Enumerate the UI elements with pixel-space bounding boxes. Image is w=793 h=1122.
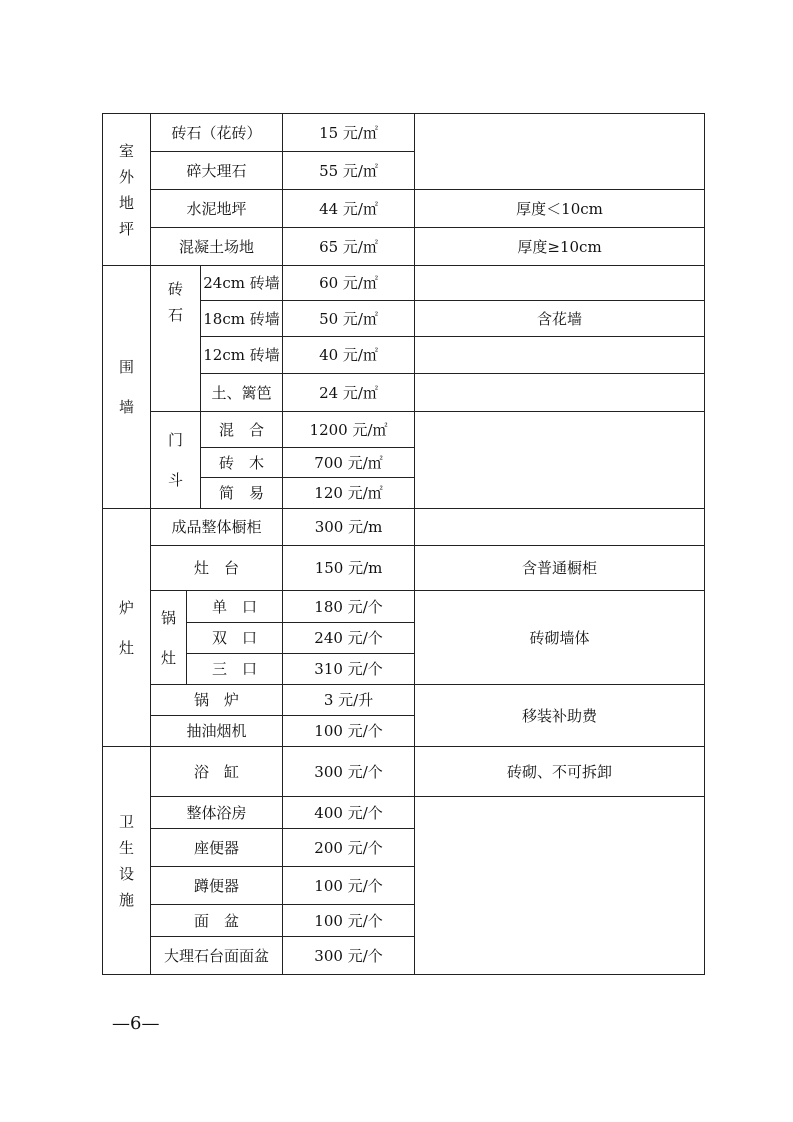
price-cell: 1200 元/㎡ (283, 412, 415, 448)
note-cell: 厚度≥10cm (415, 228, 705, 266)
category-wall: 围 墙 (103, 266, 151, 509)
item-cell: 大理石台面面盆 (151, 937, 283, 975)
item-cell: 灶 台 (151, 546, 283, 591)
price-cell: 300 元/个 (283, 747, 415, 797)
price-cell: 310 元/个 (283, 654, 415, 685)
note-cell (415, 266, 705, 301)
note-cell (415, 797, 705, 975)
price-cell: 60 元/㎡ (283, 266, 415, 301)
item-cell: 整体浴房 (151, 797, 283, 829)
item-cell: 浴 缸 (151, 747, 283, 797)
page-number: —6— (112, 1013, 160, 1034)
item-cell: 砖石（花砖） (151, 114, 283, 152)
price-cell: 55 元/㎡ (283, 152, 415, 190)
item-cell: 24cm 砖墙 (201, 266, 283, 301)
item-cell: 蹲便器 (151, 867, 283, 905)
item-cell: 抽油烟机 (151, 716, 283, 747)
note-cell: 含普通橱柜 (415, 546, 705, 591)
price-cell: 100 元/个 (283, 905, 415, 937)
price-cell: 180 元/个 (283, 591, 415, 623)
item-cell: 面 盆 (151, 905, 283, 937)
table-row (103, 266, 705, 301)
price-cell: 150 元/m (283, 546, 415, 591)
item-cell: 三 口 (187, 654, 283, 685)
table-row (103, 190, 705, 228)
price-cell: 200 元/个 (283, 829, 415, 867)
note-cell (415, 114, 705, 190)
note-cell: 含花墙 (415, 301, 705, 337)
item-cell: 18cm 砖墙 (201, 301, 283, 337)
price-cell: 300 元/个 (283, 937, 415, 975)
item-cell: 座便器 (151, 829, 283, 867)
table-row (103, 509, 705, 546)
price-cell: 44 元/㎡ (283, 190, 415, 228)
item-cell: 12cm 砖墙 (201, 337, 283, 374)
subcategory-wok: 锅 灶 (151, 591, 187, 685)
note-cell: 砖砌、不可拆卸 (415, 747, 705, 797)
item-cell: 单 口 (187, 591, 283, 623)
price-cell: 240 元/个 (283, 623, 415, 654)
item-cell: 成品整体橱柜 (151, 509, 283, 546)
price-cell: 700 元/㎡ (283, 448, 415, 478)
item-cell: 砖 木 (201, 448, 283, 478)
note-cell: 厚度＜10cm (415, 190, 705, 228)
item-cell: 锅 炉 (151, 685, 283, 716)
subcategory-gate: 门 斗 (151, 412, 201, 509)
note-cell: 移装补助费 (415, 685, 705, 747)
price-cell: 100 元/个 (283, 867, 415, 905)
table-row (103, 412, 705, 448)
subcategory-brick: 砖 石 (151, 266, 201, 412)
table-row (103, 797, 705, 829)
price-cell: 100 元/个 (283, 716, 415, 747)
note-cell (415, 337, 705, 374)
item-cell: 水泥地坪 (151, 190, 283, 228)
table-row (103, 546, 705, 591)
table-row (103, 591, 705, 623)
price-cell: 65 元/㎡ (283, 228, 415, 266)
note-cell: 砖砌墙体 (415, 591, 705, 685)
note-cell (415, 412, 705, 509)
price-cell: 3 元/升 (283, 685, 415, 716)
price-cell: 300 元/m (283, 509, 415, 546)
price-cell: 15 元/㎡ (283, 114, 415, 152)
item-cell: 混 合 (201, 412, 283, 448)
item-cell: 土、篱笆 (201, 374, 283, 412)
price-cell: 120 元/㎡ (283, 478, 415, 509)
price-cell: 40 元/㎡ (283, 337, 415, 374)
price-cell: 24 元/㎡ (283, 374, 415, 412)
table-row (103, 747, 705, 797)
category-sanitary: 卫 生 设 施 (103, 747, 151, 975)
item-cell: 混凝土场地 (151, 228, 283, 266)
table-row (103, 685, 705, 716)
category-outdoor-floor: 室 外 地 坪 (103, 114, 151, 266)
note-cell (415, 374, 705, 412)
item-cell: 简 易 (201, 478, 283, 509)
price-cell: 400 元/个 (283, 797, 415, 829)
table-row (103, 228, 705, 266)
table-row (103, 114, 705, 152)
item-cell: 碎大理石 (151, 152, 283, 190)
price-cell: 50 元/㎡ (283, 301, 415, 337)
compensation-table (102, 113, 705, 975)
item-cell: 双 口 (187, 623, 283, 654)
note-cell (415, 509, 705, 546)
category-stove: 炉 灶 (103, 509, 151, 747)
